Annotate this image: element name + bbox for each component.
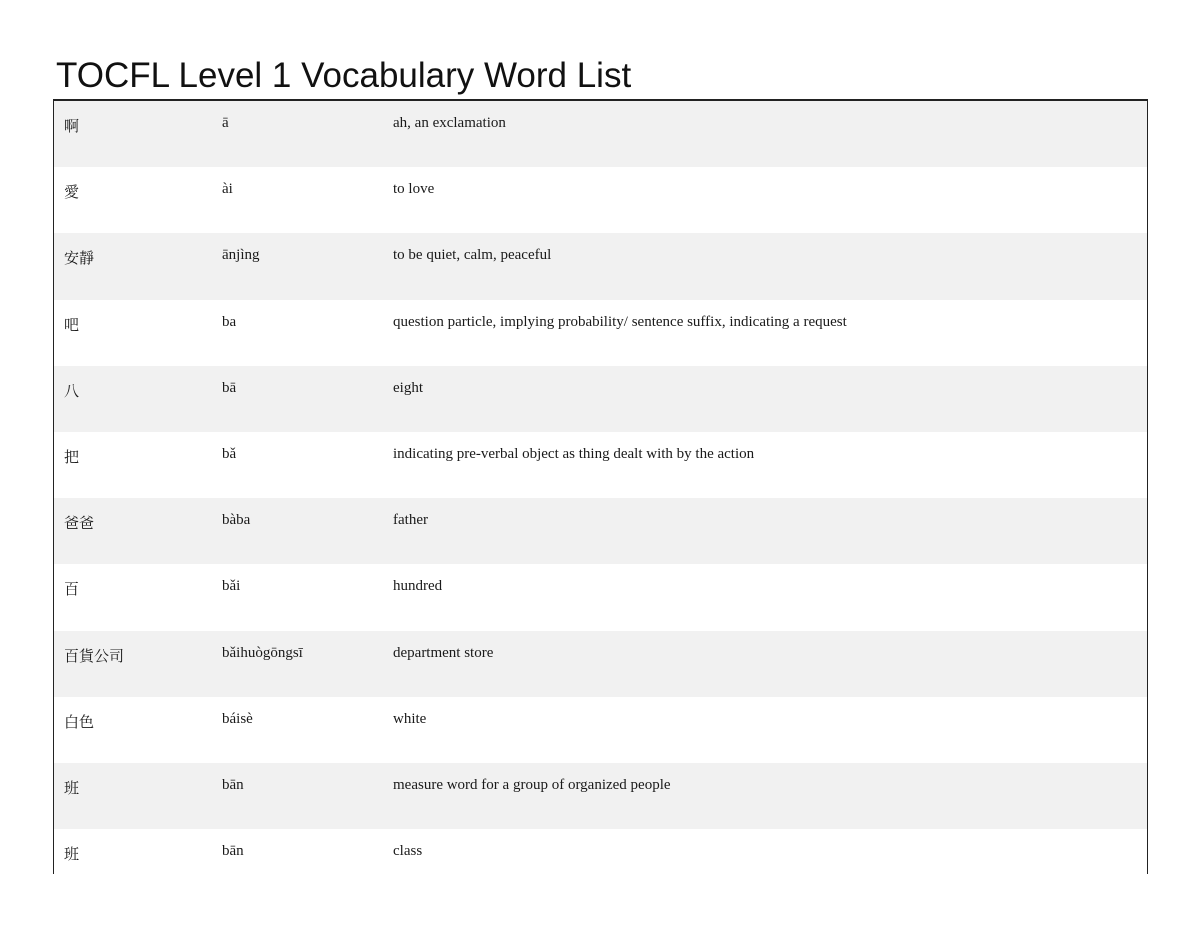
pinyin-cell: ā [222, 115, 229, 131]
meaning-cell: question particle, implying probability/ sentence suffix, indicating a request [393, 313, 847, 330]
pinyin-cell: bān [222, 843, 244, 860]
hanzi-cell: 百 [64, 582, 80, 599]
table-row [54, 432, 1147, 498]
pinyin-cell: bā [222, 379, 237, 396]
hanzi-cell: 八 [64, 383, 80, 400]
meaning-cell: department store [393, 644, 494, 661]
hanzi-cell: 吧 [64, 317, 80, 334]
meaning-cell: eight [393, 379, 423, 396]
table-row [54, 233, 1147, 299]
pinyin-cell: ānjìng [222, 247, 260, 264]
hanzi-cell: 把 [64, 449, 80, 466]
hanzi-cell: 安靜 [64, 251, 95, 268]
pinyin-cell: báisè [222, 710, 253, 727]
table-row [54, 631, 1147, 697]
pinyin-cell: bān [222, 776, 244, 793]
table-row [54, 498, 1147, 564]
meaning-cell: father [393, 512, 428, 529]
hanzi-cell: 百貨公司 [64, 648, 125, 665]
hanzi-cell: 啊 [64, 119, 80, 135]
pinyin-cell: bǎihuògōngsī [222, 644, 303, 661]
table-row [54, 101, 1147, 167]
table-row [54, 697, 1147, 763]
vocabulary-table [53, 99, 1148, 874]
pinyin-cell: bàba [222, 512, 251, 529]
meaning-cell: ah, an exclamation [393, 115, 506, 131]
meaning-cell: white [393, 710, 427, 727]
meaning-cell: hundred [393, 578, 443, 595]
pinyin-cell: ài [222, 181, 233, 198]
hanzi-cell: 白色 [64, 714, 95, 731]
meaning-cell: class [393, 843, 423, 860]
table-row [54, 366, 1147, 432]
pinyin-cell: bǎi [222, 578, 241, 595]
page-title: TOCFL Level 1 Vocabulary Word List [56, 56, 632, 95]
pinyin-cell: ba [222, 313, 237, 330]
meaning-cell: to be quiet, calm, peaceful [393, 247, 552, 264]
meaning-cell: indicating pre-verbal object as thing dealt with by the action [393, 445, 755, 462]
table-row [54, 564, 1147, 630]
hanzi-cell: 愛 [64, 185, 80, 202]
pinyin-cell: bǎ [222, 445, 237, 462]
hanzi-cell: 班 [64, 847, 80, 864]
table-row [54, 763, 1147, 829]
table-row [54, 300, 1147, 366]
meaning-cell: to love [393, 181, 435, 198]
table-row [54, 167, 1147, 233]
table-row [54, 829, 1147, 874]
meaning-cell: measure word for a group of organized people [393, 776, 671, 793]
hanzi-cell: 班 [64, 780, 80, 797]
hanzi-cell: 爸爸 [64, 516, 95, 533]
